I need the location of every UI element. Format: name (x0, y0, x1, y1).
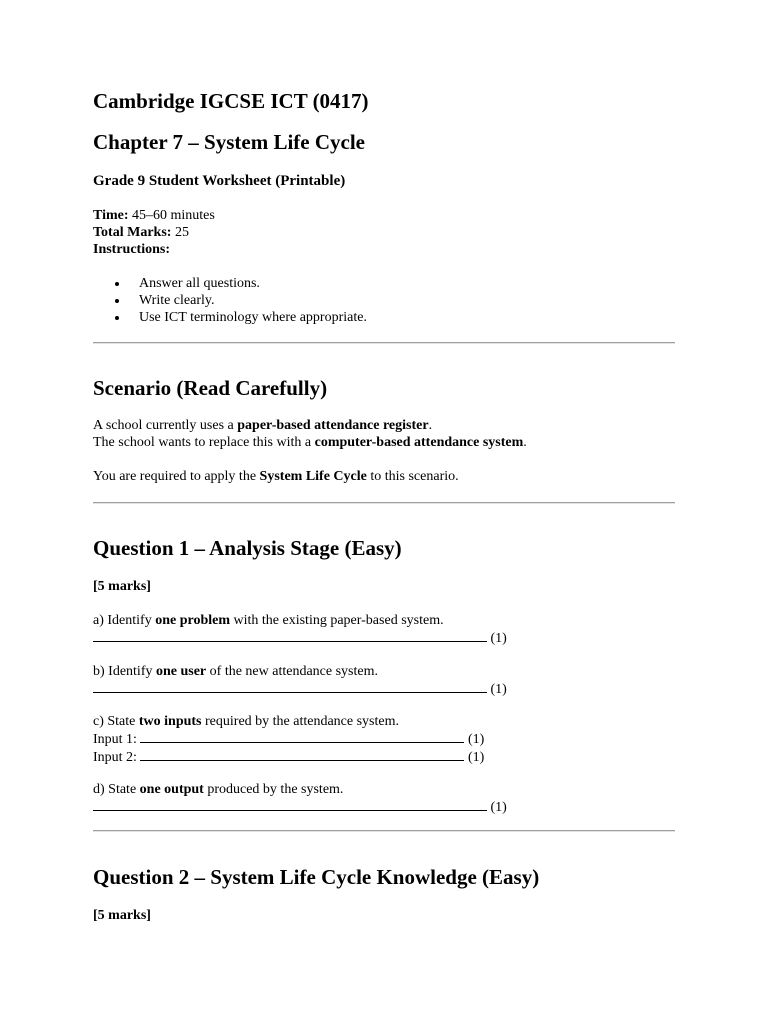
worksheet-meta (93, 207, 215, 258)
question-1c-input-1: Input 1: (1) (93, 732, 485, 747)
scenario-line-2: The school wants to replace this with a computer-based attendance system. (93, 435, 527, 450)
question-2-heading: Question 2 – System Life Cycle Knowledge (Easy) (93, 865, 540, 889)
list-item: Write clearly. (93, 292, 367, 309)
scenario-text (93, 417, 527, 451)
instructions-label: Instructions: (93, 242, 171, 257)
answer-blank[interactable] (140, 730, 464, 743)
total-marks-line (93, 224, 215, 241)
answer-blank[interactable] (93, 629, 487, 642)
question-1c-prompt: c) State two inputs required by the attendance system. (93, 714, 399, 729)
question-1a-prompt: a) Identify one problem with the existing paper-based system. (93, 613, 444, 628)
question-1b-prompt: b) Identify one user of the new attendance system. (93, 664, 378, 679)
total-marks-label: Total Marks: (93, 225, 172, 240)
question-1d-answer-line: (1) (93, 798, 507, 816)
question-1d (93, 781, 507, 816)
list-item: Use ICT terminology where appropriate. (93, 309, 367, 326)
scenario-line-3: You are required to apply the System Life Cycle to this scenario. (93, 469, 459, 484)
scenario-line-1: A school currently uses a paper-based attendance register. (93, 418, 433, 433)
scenario-heading: Scenario (Read Carefully) (93, 376, 328, 400)
question-2-marks: [5 marks] (93, 908, 151, 923)
section-divider (93, 502, 675, 504)
list-item: Answer all questions. (93, 275, 367, 292)
answer-blank[interactable] (93, 798, 487, 811)
time-value: 45–60 minutes (132, 208, 215, 223)
question-1b (93, 663, 507, 698)
answer-blank[interactable] (140, 748, 464, 761)
answer-blank[interactable] (93, 680, 487, 693)
section-divider (93, 342, 675, 344)
question-1-heading: Question 1 – Analysis Stage (Easy) (93, 536, 402, 560)
question-1a-answer-line: (1) (93, 629, 507, 647)
question-1b-answer-line: (1) (93, 680, 507, 698)
question-1d-prompt: d) State one output produced by the system. (93, 782, 344, 797)
worksheet-title: Grade 9 Student Worksheet (Printable) (93, 173, 346, 189)
time-label: Time: (93, 208, 129, 223)
course-title: Cambridge IGCSE ICT (0417) (93, 89, 369, 113)
question-1-marks: [5 marks] (93, 579, 151, 594)
total-marks-value: 25 (174, 225, 189, 240)
chapter-title: Chapter 7 – System Life Cycle (93, 130, 365, 154)
question-1a (93, 612, 507, 647)
instructions-list (93, 275, 367, 326)
question-1c (93, 713, 484, 766)
question-1c-input-2: Input 2: (1) (93, 750, 485, 765)
time-line (93, 207, 215, 224)
section-divider (93, 830, 675, 832)
